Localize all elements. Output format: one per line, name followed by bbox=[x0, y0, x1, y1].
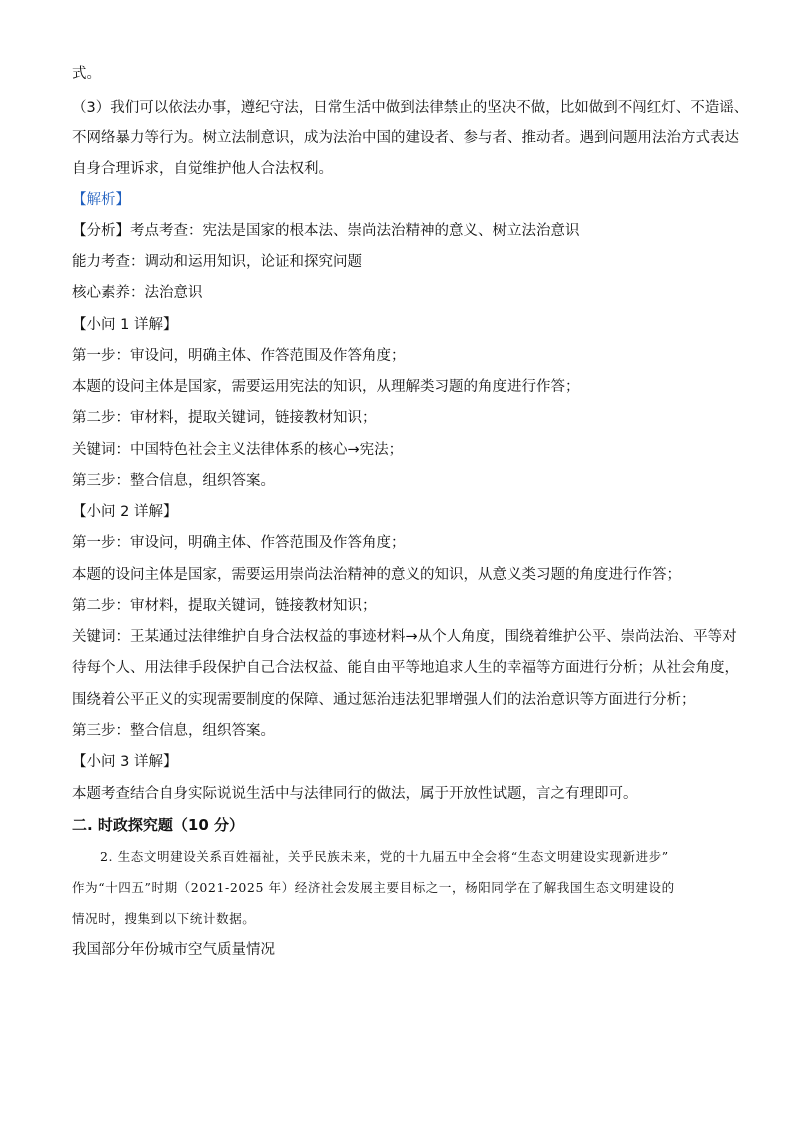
sq1-step-1: 第一步：审设问，明确主体、作答范围及作答角度； bbox=[72, 348, 406, 364]
section-heading: 二. 时政探究题（10 分） bbox=[72, 816, 245, 834]
sq2-keywords-line-2: 待每个人、用法律手段保护自己合法权益、能自由平等地追求人生的幸福等方面进行分析；从社会角度， bbox=[72, 660, 739, 676]
question-2-line-1: 2. 生态文明建设关系百姓福祉，关乎民族未来，党的十九届五中全会将“生态文明建设实现新进步” bbox=[100, 849, 669, 864]
answer-tail: 式。 bbox=[72, 66, 101, 82]
ability-line: 能力考查：调动和运用知识，论证和探究问题 bbox=[72, 254, 362, 270]
sq2-step-2: 第二步：审材料，提取关键词，链接教材知识； bbox=[72, 598, 377, 614]
sq1-step-3: 第三步：整合信息，组织答案。 bbox=[72, 473, 275, 489]
answer-3-line-3: 自身合理诉求，自觉维护他人合法权利。 bbox=[72, 161, 333, 177]
sq2-keywords-line-3: 围绕着公平正义的实现需要制度的保障、通过惩治违法犯罪增强人们的法治意识等方面进行分析； bbox=[72, 692, 696, 708]
subquestion-3-heading: 【小问 3 详解】 bbox=[72, 754, 178, 770]
sq1-step-2: 第二步：审材料，提取关键词，链接教材知识； bbox=[72, 410, 377, 426]
sq2-step-3: 第三步：整合信息，组织答案。 bbox=[72, 723, 275, 739]
sq2-subject: 本题的设问主体是国家，需要运用崇尚法治精神的意义的知识，从意义类习题的角度进行作答； bbox=[72, 567, 681, 583]
subquestion-1-heading: 【小问 1 详解】 bbox=[72, 317, 178, 333]
answer-3-line-2: 不网络暴力等行为。树立法制意识，成为法治中国的建设者、参与者、推动者。遇到问题用法治方式表达 bbox=[72, 130, 739, 146]
sq1-keywords: 关键词：中国特色社会主义法律体系的核心→宪法； bbox=[72, 442, 404, 458]
table-caption: 我国部分年份城市空气质量情况 bbox=[72, 942, 275, 958]
sq2-step-1: 第一步：审设问，明确主体、作答范围及作答角度； bbox=[72, 535, 406, 551]
question-2-line-3: 情况时，搜集到以下统计数据。 bbox=[72, 911, 256, 926]
sq1-subject: 本题的设问主体是国家，需要运用宪法的知识，从理解类习题的角度进行作答； bbox=[72, 379, 580, 395]
analysis-line: 【分析】考点考查：宪法是国家的根本法、崇尚法治精神的意义、树立法治意识 bbox=[72, 223, 580, 239]
subquestion-2-heading: 【小问 2 详解】 bbox=[72, 504, 178, 520]
jiexi-heading: 【解析】 bbox=[72, 192, 130, 208]
question-2-line-2: 作为“十四五”时期（2021-2025 年）经济社会发展主要目标之一，杨阳同学在了解我国生态文明建设的 bbox=[72, 880, 675, 895]
sq3-answer: 本题考查结合自身实际说说生活中与法律同行的做法，属于开放性试题，言之有理即可。 bbox=[72, 786, 638, 802]
core-literacy-line: 核心素养：法治意识 bbox=[72, 285, 203, 301]
sq2-keywords-line-1: 关键词：王某通过法律维护自身合法权益的事迹材料→从个人角度，围绕着维护公平、崇尚法治、平等对 bbox=[72, 629, 737, 645]
answer-3-line-1: （3）我们可以依法办事，遵纪守法，日常生活中做到法律禁止的坚决不做，比如做到不闯红灯、不造谣、 bbox=[72, 100, 749, 116]
